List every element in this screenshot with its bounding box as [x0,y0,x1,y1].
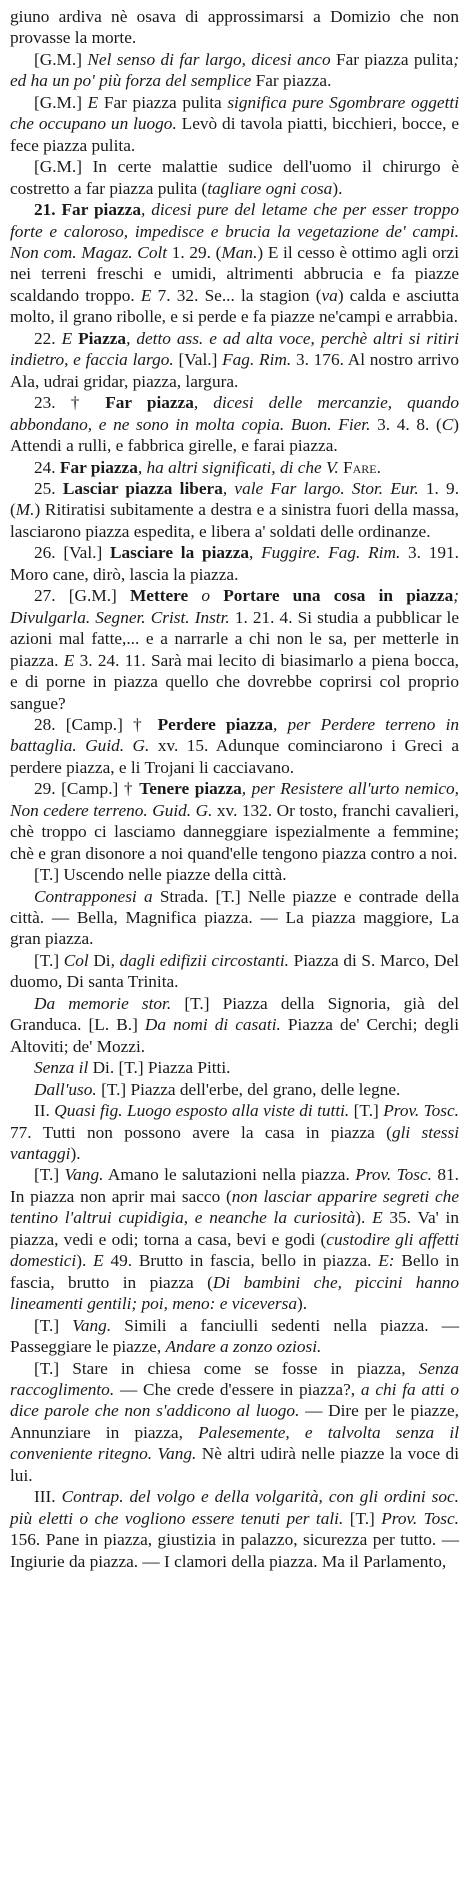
text-run: [G.M.] [34,49,88,69]
text-run: Far piazza pulita [98,92,228,112]
entry-paragraph [10,1486,459,1572]
text-run: Far piazza pulita [330,49,454,69]
italic-text: , per Perdere terreno in battaglia. Guid. G. [10,714,460,756]
text-run: ). [76,1251,94,1271]
text-run: 28. [Camp.] † [34,714,158,734]
italic-text: C [441,414,454,434]
text-run: 81. In piazza non aprir mai sacco ( [10,1165,459,1206]
text-run: 24. [34,457,60,477]
text-run: [T.] [34,1315,73,1335]
text-run: 23. † [34,393,106,413]
text-run: Bello in fascia, brutto in piazza ( [10,1251,460,1292]
text-run: 3. 176. Al nostro arrivo Ala, udrai gridar, piazza, largura. [10,350,459,391]
headword-text: Lasciare la piazza [109,543,250,563]
text-run: 49. Brutto in fascia, bello in piazza. [103,1251,379,1271]
text-run: [T.] Stare in chiesa come se fosse in piazza, [34,1358,419,1378]
text-run: 3. 191. Moro cane, dirò, lascia la piazza. [10,543,459,584]
text-run: [G.M.] [34,92,88,112]
entry-paragraph [10,92,459,156]
text-run: 3. 24. 11. Sarà mai lecito di biasimarlo a piena bocca, e di porne in piazza quello che dovrebbe coprirsi col proprio sangue? [10,650,459,713]
text-run: Simili a fanciulli sedenti nella piazza. — Passeggiare le piazze, [10,1315,459,1357]
entry-paragraph [10,1315,459,1358]
text-run: ). [332,178,343,198]
italic-text: E [372,1208,383,1228]
italic-text: E [87,92,99,112]
headword-text: Piazza [72,328,127,348]
text-run: ) Ritiratisi subitamente a destra e a sinistra fuori della massa, lasciarono piazza espedita, e libera a' soldati delle ordinanze. [10,500,459,541]
text-run: 29. [Camp.] † [34,779,140,799]
italic-text: tagliare ogni cosa [207,178,333,198]
italic-text: , ha altri significati, di che V. [137,457,339,477]
text-run: [T.] Uscendo nelle piazze della città. [34,865,287,885]
text-run: 22. [34,328,62,348]
entry-paragraph [10,49,459,92]
headword-text: Lasciar piazza libera [62,478,223,498]
italic-text: Prov. Tosc. [383,1101,459,1121]
entry-paragraph [10,199,459,328]
entry-paragraph [10,886,459,950]
text-run: xv. 132. Or tosto, franchi cavalieri, chè troppo ci lasciamo danneggiare ispezialmente a femmine; chè e gran disonore a noi quand'elle tengono piazza contro a noi. [10,800,459,863]
headword-text: Far piazza [59,457,138,477]
text-run: 35. Va' in piazza, vedi e odi; torna a casa, bevi e godi ( [10,1208,459,1249]
italic-text: M. [15,500,35,520]
italic-text: Andare a zonzo oziosi. [165,1337,322,1357]
italic-text: non lasciar apparire segreti che tentino l'altrui cupidigia, e neanche la curiosità [10,1186,459,1228]
headword-text: Tenere piazza [139,779,242,799]
text-run: Di [88,950,111,970]
entry-paragraph [10,328,459,392]
text-run: ). [70,1144,81,1164]
italic-text: Col [63,950,89,970]
text-run: [Val.] [173,350,223,370]
italic-text: Nel senso di far largo, dicesi anco [87,49,331,69]
italic-text: Dall'uso. [34,1079,97,1099]
text-run: [T.] [343,1508,382,1528]
entry-paragraph [10,778,459,864]
italic-text: E: [378,1251,395,1271]
entry-paragraph [10,542,459,585]
italic-text: , dicesi pure del letame che per esser troppo forte e caloroso, impedisce e brucia la vegetazione de' campi. Non com. Magaz. Colt [10,200,459,262]
italic-text: custodire gli affetti domestici [10,1229,459,1271]
headword-text: Portare una cosa in piazza [223,586,454,606]
text-run: — Dire per le piazze, Annunziare in piazza, [10,1401,459,1442]
text-run: ). [296,1294,308,1314]
italic-text: significa pure Sgombrare oggetti che occupano un luogo. [10,92,459,134]
headword-text: Mettere [129,586,189,606]
italic-text: Fag. Rim. [222,350,292,370]
entry-paragraph [10,1164,459,1314]
italic-text: E [140,285,152,305]
text-run: Amano le salutazioni nella piazza. [103,1165,356,1185]
text-run: ) E il cesso è ottimo agli orzi nei terreni freschi e umidi, altrimenti abbrucia e fa piazze scaldando troppo. [10,242,459,305]
italic-text: Palesemente, e talvolta senza il conveniente ritegno. Vang. [10,1422,459,1464]
italic-text: o [188,586,224,606]
italic-text: , dagli edifizii circostanti. [110,950,289,970]
italic-text: ; ed ha un po' più forza del semplice [10,49,459,91]
text-run: Di. [T.] Piazza Pitti. [88,1058,231,1078]
text-run: Levò di tavola piatti, bicchieri, bocce, e fece piazza pulita. [10,114,460,155]
text-run: ). [355,1208,373,1228]
text-run: 156. Pane in piazza, giustizia in palazzo, sicurezza per tutto. — Ingiurie da piazza. — I clamori della piazza. Ma il Parlamento, [10,1530,459,1571]
text-run: 1. 29. ( [167,242,222,262]
italic-text: Da nomi di casati. [144,1015,281,1035]
text-run: II. [34,1101,55,1121]
italic-text: E [93,1251,104,1271]
entry-paragraph [10,714,459,778]
entry-paragraph [10,1079,459,1100]
text-run: — Che crede d'essere in piazza?, [114,1380,361,1399]
text-run: 27. [G.M.] [34,586,130,606]
text-run: Strada. [T.] Nelle piazze e contrade della città. — Bella, Magnifica piazza. — La piazza maggiore, La gran piazza. [10,886,459,949]
text-run: Piazza di S. Marco, Del duomo, Di santa Trinita. [10,950,459,992]
headword-text: Perdere piazza [157,714,274,734]
italic-text: Da memorie stor. [34,993,172,1013]
italic-text: , dicesi delle mercanzie, quando abbondano, e ne sono in molta copia. Buon. Fier. [10,393,459,434]
entry-paragraph [10,585,459,714]
text-run: Piazza de' Cerchi; degli Altoviti; de' Mozzi. [10,1015,460,1056]
text-run: Far piazza. [251,71,332,91]
text-run: ) calda e asciutta molto, il grano ribolle, e si perde e fa piazze ne'campi e arrabbia. [10,285,460,327]
entry-paragraph [10,1100,459,1164]
italic-text: , per Resistere all'urto nemico, Non cedere terreno. Guid. G. [10,779,460,820]
text-run: xv. 15. Adunque cominciarono i Greci a perdere piazza, e li Trojani li cacciavano. [10,736,459,777]
italic-text: , vale Far largo. Stor. Eur. [222,478,419,498]
text-run: [T.] Piazza dell'erbe, del grano, delle legne. [96,1079,401,1099]
text-run: giuno ardiva nè osava di approssimarsi a Domizio che non provasse la morte. [10,7,459,48]
text-run: III. [34,1487,62,1507]
entry-paragraph [10,1057,459,1078]
italic-text: Contrap. del volgo e della volgarità, con gli ordini soc. più eletti o che vogliono essere tenuti per tali. [10,1487,460,1528]
text-run: Fare [338,457,377,477]
entry-paragraph [10,864,459,885]
italic-text: E [61,328,73,348]
italic-text: , Fuggire. Fag. Rim. [249,543,401,563]
italic-text: Senza il [34,1058,89,1078]
italic-text: Prov. Tosc. [355,1165,432,1185]
italic-text: Di bambini che, piccini hanno lineamenti gentili; poi, meno: e viceversa [10,1272,459,1314]
text-run: 26. [Val.] [34,543,110,563]
entry-paragraph [10,156,459,199]
italic-text: gli stessi vantaggi [10,1122,459,1164]
text-run: ) Attendi a rulli, e fabbrica girelle, e farai piazza. [10,414,459,456]
text-run: [T.] [34,1165,65,1185]
italic-text: va [321,285,338,305]
italic-text: E [63,650,75,670]
entry-paragraph [10,392,459,456]
entry-paragraph [10,993,459,1057]
italic-text: Senza raccoglimento. [10,1358,459,1399]
headword-text: Far piazza [105,393,194,413]
italic-text: Quasi fig. Luogo esposto alla viste di tutti. [54,1101,350,1121]
italic-text: a chi fa atti o dice parole che non s'addicono al luogo. [10,1380,459,1421]
entry-paragraph [10,6,459,49]
text-run: Nè altri udirà nelle piazze la voce di lui. [10,1444,460,1485]
italic-text: Contrapponesi a [34,886,153,906]
text-run: 7. 32. Se... la stagion ( [151,285,322,305]
text-run: . [376,457,381,477]
italic-text: Vang. [72,1315,112,1335]
italic-text: Man. [221,242,258,262]
headword-text: 21. Far piazza [34,200,141,220]
italic-text: Prov. Tosc. [381,1508,459,1528]
italic-text: Vang. [64,1165,104,1185]
text-run: 77. Tutti non possono avere la casa in piazza ( [10,1122,392,1142]
text-run: [T.] [349,1101,384,1121]
text-run: 3. 4. 8. ( [370,414,442,434]
text-run: [T.] Piazza della Signoria, già del Granduca. [L. B.] [10,993,460,1035]
italic-text: , detto ass. e ad alta voce, perchè altri si ritiri indietro, e faccia largo. [10,328,460,370]
text-run: 1. 9. ( [10,478,460,520]
entry-paragraph [10,1358,459,1487]
text-run: [T.] [34,950,64,970]
italic-text: ; Divulgarla. Segner. Crist. Instr. [10,586,459,627]
entry-paragraph [10,950,459,993]
entry-paragraph [10,478,459,542]
text-run: 25. [34,478,63,498]
text-run: [G.M.] In certe malattie sudice dell'uomo il chirurgo è costretto a far piazza pulita ( [10,157,459,198]
entry-paragraph [10,457,459,478]
text-run: 1. 21. 4. Si studia a pubblicar le azioni mal fatte,... e a narrarle a chi non le sa, per metterle in piazza. [10,607,459,670]
